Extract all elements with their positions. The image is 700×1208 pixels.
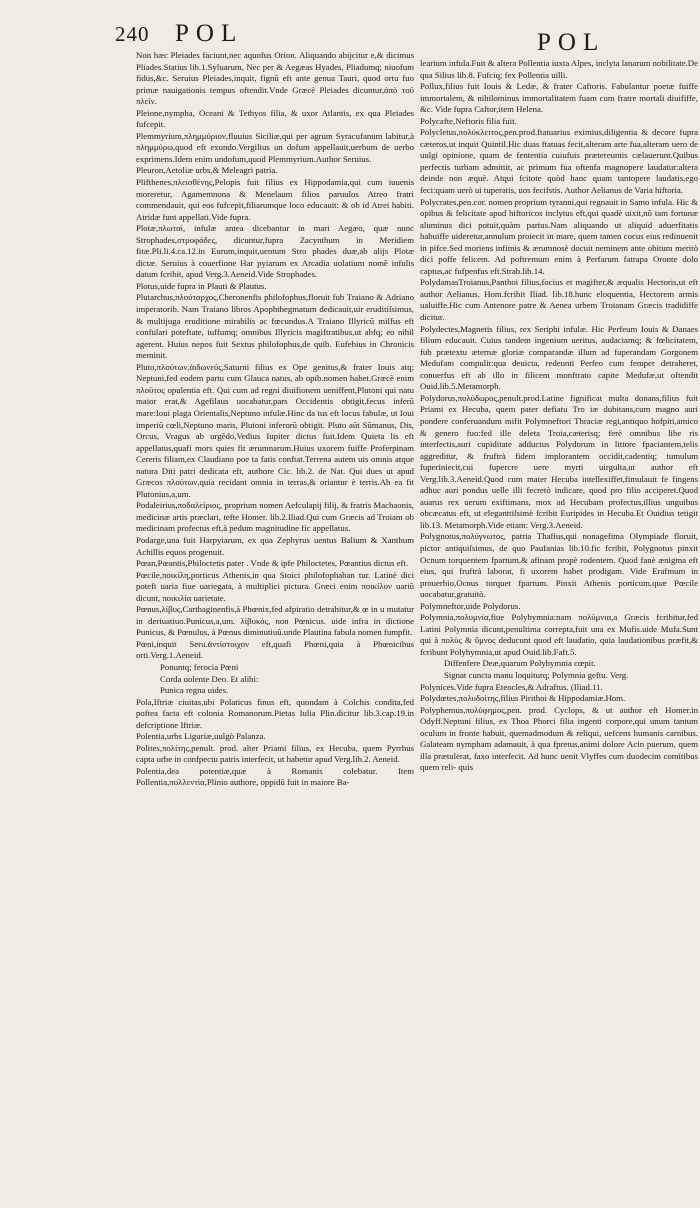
dictionary-entry: [420, 705, 698, 774]
entry-headword: Polycletus,: [420, 127, 459, 138]
entry-text: πλεισθένης,Pelopis fuit filius ex Hippodamia,qui cum iuuenis moreretur, Agamemnona & Menelaum filios paruulos Atreo fratri commendauit, qui eos fufcepit,filiarumque loco educauit: & ob id Atrei habiti. Atridæ funt appellati.Vide fupra.: [136, 177, 414, 222]
entry-text: πολυδοίτης,filius Pirithoi & Hippodamiæ.Hom.: [458, 693, 626, 704]
dictionary-entry: [420, 531, 698, 600]
dictionary-entry: [136, 731, 414, 743]
entry-headword: Polyphemus,: [420, 704, 466, 715]
page-number: 240: [115, 22, 150, 46]
dictionary-entry: [420, 612, 698, 658]
dictionary-entry: [420, 693, 698, 705]
dictionary-entry: [136, 362, 414, 501]
dictionary-entry: [136, 108, 414, 131]
dictionary-entry: [420, 393, 698, 532]
entry-headword: Pœcile,: [136, 569, 163, 580]
entry-text: Troianus,Panthoi filius,focius et magifter,& æqualis Hectoris,ut eft author Aelianus. Hom.fcribit Iliad. lib.18.hunc eloquentia, Hectorem armis ualuiffe.Hic cum Antenore patre & Aenea urbem Troianam Græcis tradidiffe dicitur.: [420, 277, 698, 323]
entry-text: πολύφημος,pen. prod. Cyclops, & ut author eft Homer.in Odyff.Neptuni filius, ex Thoa Phorci filia ingenti corpore,qui unum tantum oculum in fronte habuit, quemadmodum & reliqui, uefcens humanis carnibus. Galateam nympham adamauit, à qua fpretus,animi dolore Acin puerum, quem illa prætulerat, faxo interfecit. Ad hunc uenit Vlyffes cum duodecim comitibus quem reli- quis: [420, 704, 698, 773]
entry-headword: Polites,: [136, 742, 163, 753]
running-head-left: POL: [175, 20, 244, 47]
entry-headword: Polydorus,: [420, 392, 458, 403]
dictionary-entry: [420, 197, 698, 278]
dictionary-entry: [420, 601, 698, 613]
entry-text: learium infula.Fuit & altera Pollentia iuxta Alpes, inclyta lanarum nobilitate.De qua Silius lib.8. Fufciq; fex Pollentia uilli.: [420, 58, 698, 80]
dictionary-entry: [136, 685, 414, 697]
entry-text: uide fupra in Plauti & Plautus.: [160, 280, 267, 291]
entry-headword: Polycafte,: [420, 115, 456, 126]
dictionary-entry: [136, 535, 414, 558]
right-column: [420, 58, 698, 774]
entry-text: πλούταρχος,Cheronenfis philofophus,floruit fub Traiano & Adriano imperatorib. Nam Traiano libros Apophthegmatum dedicauit,uir eruditiſsimus, & multijuga eruditione mirabilis ac fœcundus.A Traiano Illyricũ miſfus eft confulari poteftate, iuffumq; omnibus Illyricis magiftratibus,ut abfq; eo nihil agerent. Huius nepos fuit Sextus philofophus,de quib. Eufebius in Chronicis meminit.: [136, 292, 414, 361]
dictionary-entry: [420, 682, 698, 694]
entry-headword: Plotus,: [136, 280, 161, 291]
dictionary-entry: [136, 639, 414, 662]
dictionary-entry: [420, 670, 698, 682]
entry-text: Punica regna uides.: [160, 685, 229, 696]
entry-text: Pœantis,Philoctetis pater . Vnde & ipfe Philoctetes, Pœantius dictus eft.: [157, 558, 409, 569]
entry-text: Corda uolente Deo. Et alibi:: [160, 673, 259, 684]
dictionary-entry: [136, 662, 414, 674]
entry-headword: Plifthenes,: [136, 177, 174, 188]
entry-headword: Polymneftor,: [420, 600, 466, 611]
entry-text: πλούτων,ἀιδωνεύς,Saturni filius ex Ope genitus,& frater Iouis atq; Neptuni,fed eodem partu cum Glauca natus, ab opib.nomen habet.Græcè enim πλοῦτος opulentia eft. Qui cum ad regni diuifionem ueniffent,Plutoni qui natu maior erat,& Agefilaus uocabatur,pars Occidentis obtigit,fecus inferũ mare:Ioui plaga Orientalis,Neptuno infulæ.Hinc da tus eft locus fabulæ, ut Ioui imperiũ cœli,Neptuno maris, Plutoni inferorũ obtigit. Pluto aũt Sũmanus, Dis, Orcus, Vragus ab urgẽdo,Vedius Iupiter dictus fuit.Idem Quieta lis eft appellatus,quafi mors quies fit ærumnarum.Huius uxorem fuiffe Proferpinam Cereris filiam,ex Claudiano poe ta fatis conftat.Terrena autem uis omnis atque natura Diti patri dedicata eft, authore Cic. lib.2. de Nat. Qui dues ut apud Græcos πλούτων,quia recidant omnia in terras,& oriantur è terris.Ab ea fit Plutonius,a,um.: [136, 361, 414, 499]
entry-text: Aetoliæ urbs,& Meleagri patria.: [165, 165, 278, 176]
entry-headword: Pœni,: [136, 638, 157, 649]
dictionary-entry: [420, 81, 698, 116]
entry-text: πολυμνία,fiue Polyhymnia:nam πολύμνια,a Græcis fcribitur,fed Latini Polymnia dicunt,penultima correpta,fuit una ex Mufis.uide Mufa.Sunt qui à πολὺς & ὕμνος deducunt quod eft laudatio, quia laudationibus præfit,& fcribunt Polyhymnia,ut apud Ouid.lib.Faft.5.: [420, 612, 698, 657]
entry-text: πολίτης,penult. prod. alter Priami filius, ex Hecuba, quem Pyrrhus capta urbe in confpectu patris interfecit, ut habetur apud Verg.lib.2. Aeneid.: [136, 742, 414, 765]
dictionary-entry: [136, 766, 414, 789]
entry-text: λίβυς,Carthaginenfis,à Phœnix,fed afpiratio detrahitur,& œ in u mutatur in deriuatiuo.Punicus,a,um. λίβυκός, non Pœnicus. uide infra in dictione Punicus, & Pœnulus, à Pœnus diminutiuũ.unde Plautina fabula nomen fumpfit.: [136, 604, 414, 638]
dictionary-entry: [136, 604, 414, 639]
entry-text: urbs Liguriæ,uulgò Palanza.: [166, 731, 266, 742]
running-head-right: POL: [537, 29, 606, 56]
dictionary-entry: [136, 292, 414, 361]
dictionary-entry: [420, 324, 698, 393]
dictionary-entry: [420, 658, 698, 670]
entry-headword: Plutarchus,: [136, 292, 176, 303]
entry-headword: Polydamas: [420, 277, 459, 288]
dictionary-entry: [136, 131, 414, 166]
dictionary-entry: [420, 277, 698, 323]
entry-text: Iftriæ ciuitas,ubi Polaticus finus eft, quondam à Colchis condita,fed poftea facta eft colonia Romanorum.Pietas Iulia Plin.dicitur lib.3.cap.19.in defcriptione Iftriæ.: [136, 696, 414, 730]
dictionary-entry: [136, 674, 414, 686]
dictionary-entry: [136, 165, 414, 177]
dictionary-entry: [136, 697, 414, 732]
entry-text: uide Polydorus.: [465, 600, 521, 611]
entry-headword: Plemmyrium,: [136, 130, 184, 141]
entry-headword: Pollux,: [420, 81, 446, 92]
entry-text: πλημμύριον,fluuius Siciliæ,qui per agrum Syracufanum labitur,à πλημμύρω,quod eft exundo.Vergilius un dofum appellauit,uerbum de uerbo exprimens.Idem enim undofum,quod Plemmyrium.Author Seruius.: [136, 130, 414, 164]
entry-text: una fuit Harpyiarum, ex qua Zephyrus uentus Balium & Xanthum Achillis equos progenuit.: [136, 534, 414, 557]
dictionary-entry: [136, 558, 414, 570]
dictionary-entry: [420, 58, 698, 81]
entry-headword: Podaleirius,: [136, 500, 178, 511]
entry-headword: Polygnotus,: [420, 531, 462, 542]
entry-text: nympha, Oceani & Tethyos filia, & uxor Atlantis, ex qua Pleiades fufcepit.: [136, 107, 414, 130]
entry-text: dea potentiæ,quæ à Romanis colebatur. Item Pollentia,πολλεντία,Plinio authore, oppidũ fuit in maiore Ba-: [136, 765, 414, 788]
dictionary-entry: [420, 127, 698, 196]
entry-headword: Polymnia,: [420, 612, 456, 623]
entry-headword: Podarge,: [136, 534, 167, 545]
entry-headword: Polydœtes,: [420, 693, 459, 704]
entry-text: πολύκλειτος,pen.prod.ftatuarius eximius,diligentia & decore fupra cæteros,ut inquit Quintil.Hic duas ftatuas fecit,alteram arte fua,alteram uero de uulgi opinione, quam de fententia cuiufuis prætereuntis cælauerunt.Quibus perfectis turbam admittit, ac primum fua oftenfa magnopere laudatur:altera deinde non æquè. Atqui fcitote quòd hanc quam tantopere laudatis,ego feci:quam uerò ui tuperatis, uos fecifstis. Author Aelianus de Varia hiftoria.: [420, 127, 698, 196]
entry-text: πολύγνωτος, patria Thafius,qui nonagefima Olympiade floruit, pictor antiquiſsimus, de quo Paufanias lib.10.fic fcribit, Polygnotus pinxit Ocnum torquentem fpartum,& afinam propè rodentem. Quod fanè ænigma eft eius, qui fruftrà laborat, fi uxorem habet prodigam. Vide Erafmum in prouerbio,Ocnus torquet fpartum. Pinxit Athenis porticum,quæ Pœcile uocabatur,gratuitò.: [420, 531, 698, 600]
entry-headword: Polynices.: [420, 681, 457, 692]
entry-headword: Pœnus,: [136, 604, 162, 615]
dictionary-entry: [136, 50, 414, 108]
entry-headword: Pluto,: [136, 361, 157, 372]
entry-headword: Plotæ,: [136, 223, 159, 234]
entry-text: ποικίλη,porticus Athenis,in qua Stoici philofophaban tur. Latinè dici poteft uaria fiue uariegata, à multiplici pictura. Græci enim ποικίλον uariũ dicunt, ποικιλία uarietate.: [136, 569, 414, 603]
entry-text: filius fuit Iouis & Ledæ, & frater Caftoris. Fabulantur poetæ fuiffe immortalem, & nihilominus immortalitatem fuam cum fratre mortali diuififfe, &c. Vide fupra Caftor,item Helena.: [420, 81, 698, 115]
entry-text: πολύδωρος,penult.prod.Latine fignificat multa donans,filius fuit Priami ex Hecuba, quem pater defiatu Tro iæ dubitans,cum magno auri pondere conferuandum mifit Polymneftori Thraciæ regi,antiquo hofpiti,amico & genero fuo:fed ille deleta Troia,cæterisq; ferè omnibus libe ris interfectis,auri cupiditate adductus Polydorum in littore fpaciantem,telis aggreditur, & fruftrà fidem implorantem occidit,cadentiq; tumulum fuperiniecit,cui fupercre uere myrti uirgulta,ut author eft Verg.lib.3.Aeneid.Quod cum mater Hecuba intellexiffet,fimulauit fe fingens adhuc auri pondus uelle illi fecretò indicare, quod pro filio acciperet.Quod auarus rex uerum exiftimans, mox ad Hecubam profectus,illius unguibus obcæcatus eft, ut eleganttiſsimè fcribit Euripides in Hecuba.Et Ouidius tetigit lib.13. Metamorph.Vide etiam: Verg.3.Aeneid.: [420, 392, 698, 530]
entry-text: πλωταί, infulæ antea dicebantur in mari Aegæo, quæ nunc Strophades,στροφάδες, dicuntur,fupra Zacynthum in Meridiem fitæ.Pli.li.4.ca.12.in Eurum,inquit,uentum Stro phades duæ,ab alijs Plotæ dictæ. Seruius à couerfione Har pyiarum ex Arcadia uolatium nomẽ infulis datum fcribit, apud Verg.3.Aeneid.Vide Strophades.: [136, 223, 414, 280]
entry-text: Signat cuncta manu loquiturq; Polymnia geftu. Verg.: [444, 669, 629, 680]
dictionary-entry: [136, 223, 414, 281]
entry-headword: Pleione,: [136, 107, 165, 118]
entry-headword: Polydectes,: [420, 323, 461, 334]
entry-text: Ponuntq; ferocia Pœni: [160, 661, 239, 672]
dictionary-entry: [136, 177, 414, 223]
dictionary-entry: [136, 570, 414, 605]
entry-headword: Pleuron,: [136, 165, 166, 176]
entry-text: Non hæc Pleiades faciunt,nec aquofus Orion. Aliquando abijcitur e,& dicimus Pliades.Statius lib.1.Syluarum, Nec per & Aegæas Hyades, Pliadumq; niuofum fidus,&c. Seruius Pleiades,inquit, fignũ eft ante genua Tauri, quod ortu fuo primæ nauigationis tempus oftendit.Vnde Græcè Pleiades dicuntur,ἀπὸ τοῦ πλεῖν.: [136, 50, 414, 107]
entry-headword: Pœan,: [136, 558, 158, 569]
entry-text: Neftoris filia fuit.: [455, 115, 517, 126]
entry-text: Vide fupra Eteocles,& Adraftus. (Iliad.11.: [456, 681, 603, 692]
dictionary-entry: [136, 743, 414, 766]
entry-text: pen.cor. nomen proprium tyranni,qui regnauit in Samo infula. Hic & opibus & felicitate apud hiftoricos inclytus eft,qui quadè uixit,nõ tam fortunæ aluminus dici potuit,quàm partus.Nam aliquando ut aliquid aduerfitatis habuiffe uideretur,annulum proiecit in mare, quem tamen cocus eius redinuenit in pifce.Sed moriens infimis & ærumnosè docuit neminem ante obitum meritò dici poffe felicem. Ad poftremum enim à Perfarum fatrapa Oronte dolo captus,ac fufpenfus eft.Strab.lib.14.: [420, 196, 699, 276]
dictionary-entry: [420, 116, 698, 128]
entry-headword: Polentia,: [136, 765, 167, 776]
entry-text: Diffenfere Deæ,quarum Polyhymnia cœpit.: [444, 658, 596, 669]
entry-headword: Pola,: [136, 696, 154, 707]
entry-text: Magnetis filius, rex Seriphi infulæ. Hic Perfeum Iouis & Danaes filium educauit. Cuius tandem ingenium ueritus, audaciamq; & fœlicitatem, fub prætextu æternæ gloriæ comparandæ illum ad fuperandam Gorgonem Medufam compulit:qua deuicta, redeunti Perfeo cum femper detraheret, conuerfus eft ab illo in filicem monftrato capite Medufæ,ut oftendit Ouid.lib.5.Metamorph.: [420, 323, 698, 392]
entry-headword: Polycrates,: [420, 196, 459, 207]
entry-text: ποδαλείριος, proprium nomen Aefculapij filij, & fratris Machaonis, medicinæ artis præclari, tefte Homer. lib.2.Iliad.Qui cum Græcis ad Troiam ob medicinam profectus eft,à pedum magnitudine fic appellatus.: [136, 500, 414, 534]
entry-headword: Polentia,: [136, 731, 167, 742]
left-column: [136, 50, 414, 789]
dictionary-entry: [136, 500, 414, 535]
dictionary-entry: [136, 281, 414, 293]
entry-text: inquit Seru.ἀντίστοιχον eft,quafi Phœni,quia à Phœnicibus orti.Verg.1.Aeneid.: [136, 638, 414, 661]
